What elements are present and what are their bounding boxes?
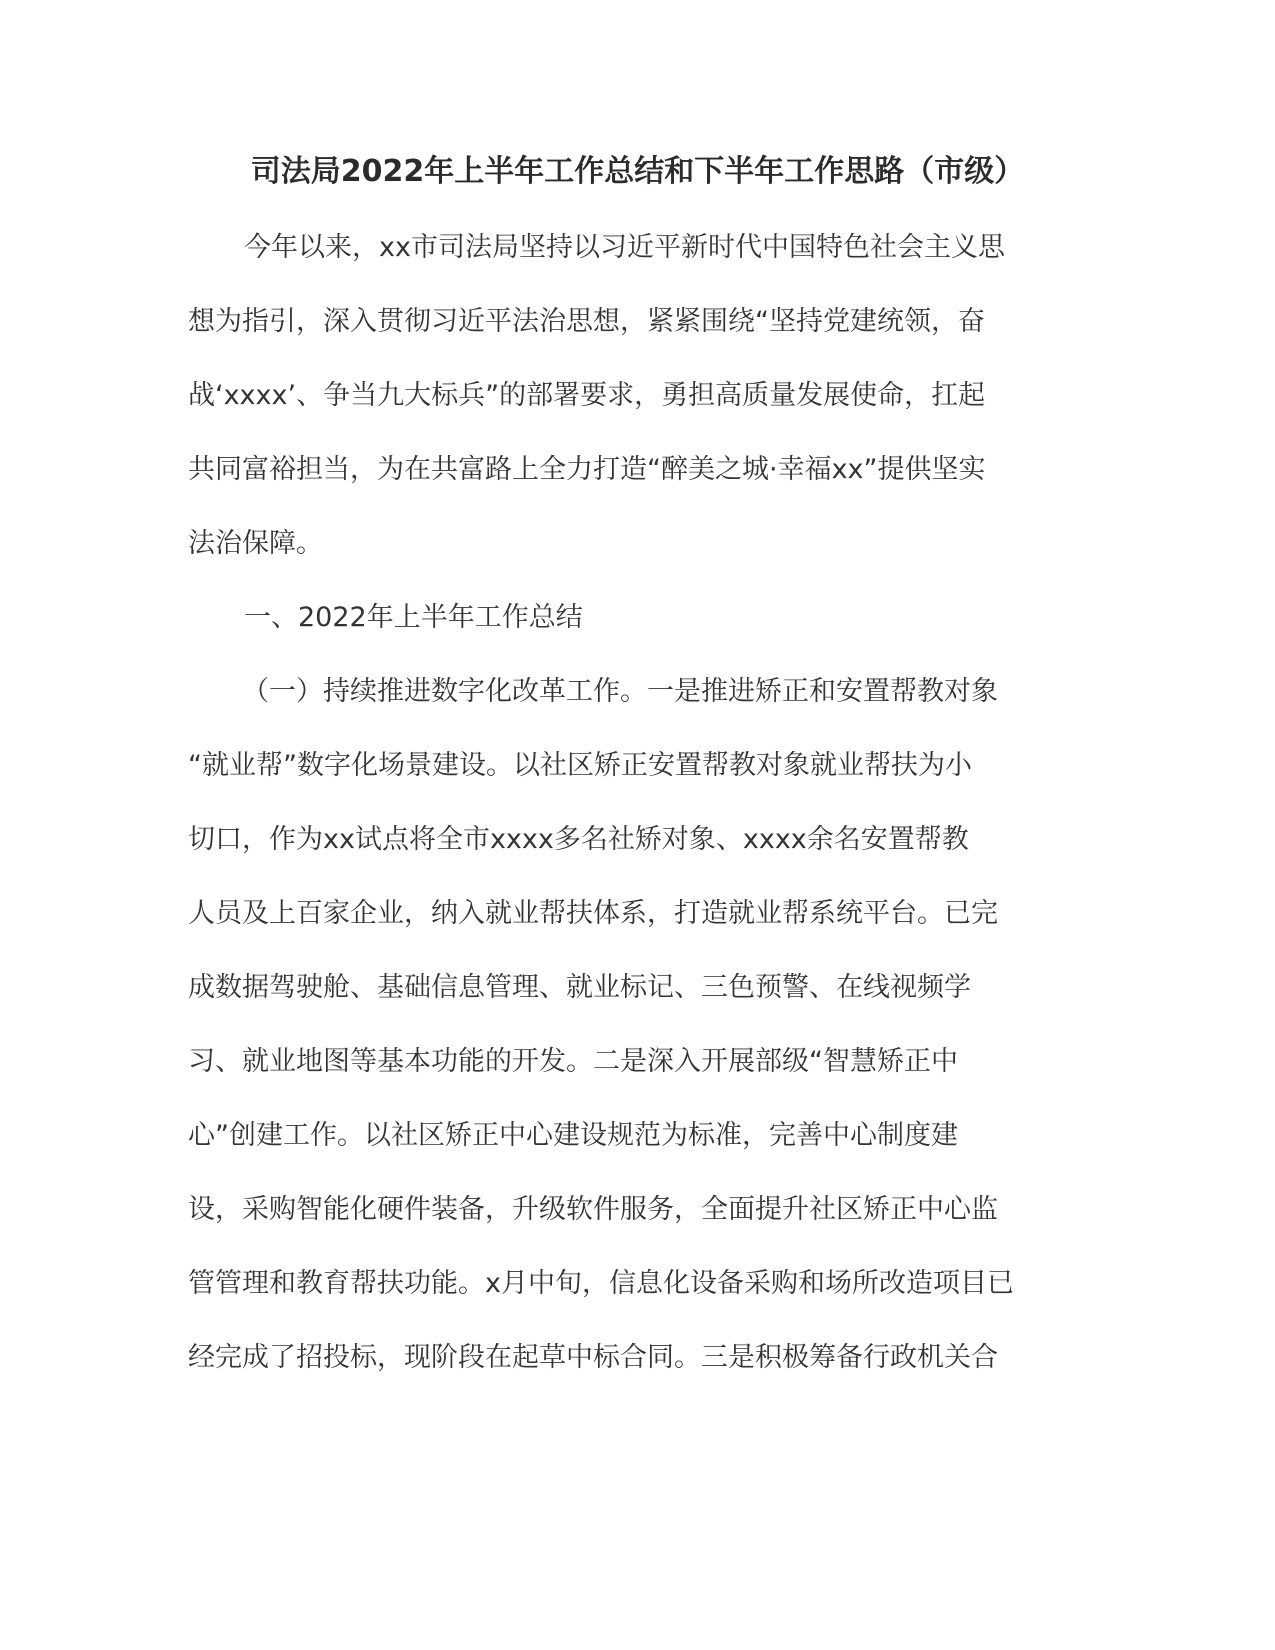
section-heading: 一、2022年上半年工作总结: [244, 602, 583, 633]
paragraph-line: （一）持续推进数字化改革工作。一是推进矫正和安置帮教对象: [242, 676, 998, 707]
paragraph-line: 人员及上百家企业，纳入就业帮扶体系，打造就业帮系统平台。已完: [188, 898, 998, 929]
paragraph-line: 想为指引，深入贯彻习近平法治思想，紧紧围绕“坚持党建统领，奋: [188, 306, 985, 337]
paragraph-line: 管管理和教育帮扶功能。x月中旬，信息化设备采购和场所改造项目已: [188, 1268, 1014, 1299]
paragraph-line: 习、就业地图等基本功能的开发。二是深入开展部级“智慧矫正中: [188, 1046, 958, 1077]
paragraph-line: 战‘xxxx’、争当九大标兵”的部署要求，勇担高质量发展使命，扛起: [188, 380, 986, 411]
document-title: 司法局2022年上半年工作总结和下半年工作思路（市级）: [250, 154, 1025, 189]
paragraph-line: 今年以来，xx市司法局坚持以习近平新时代中国特色社会主义思: [244, 232, 1005, 263]
paragraph-line: 心”创建工作。以社区矫正中心建设规范为标准，完善中心制度建: [188, 1120, 958, 1151]
paragraph-line: 共同富裕担当，为在共富路上全力打造“醉美之城·幸福xx”提供坚实: [188, 454, 986, 485]
paragraph-line: 成数据驾驶舱、基础信息管理、就业标记、三色预警、在线视频学: [188, 972, 971, 1003]
paragraph-line: 设，采购智能化硬件装备，升级软件服务，全面提升社区矫正中心监: [188, 1194, 998, 1225]
paragraph-line: 经完成了招投标，现阶段在起草中标合同。三是积极筹备行政机关合: [188, 1342, 998, 1373]
paragraph-line: 法治保障。: [188, 528, 323, 559]
paragraph-line: “就业帮”数字化场景建设。以社区矫正安置帮教对象就业帮扶为小: [188, 750, 972, 781]
paragraph-line: 切口，作为xx试点将全市xxxx多名社矫对象、xxxx余名安置帮教: [188, 824, 969, 855]
